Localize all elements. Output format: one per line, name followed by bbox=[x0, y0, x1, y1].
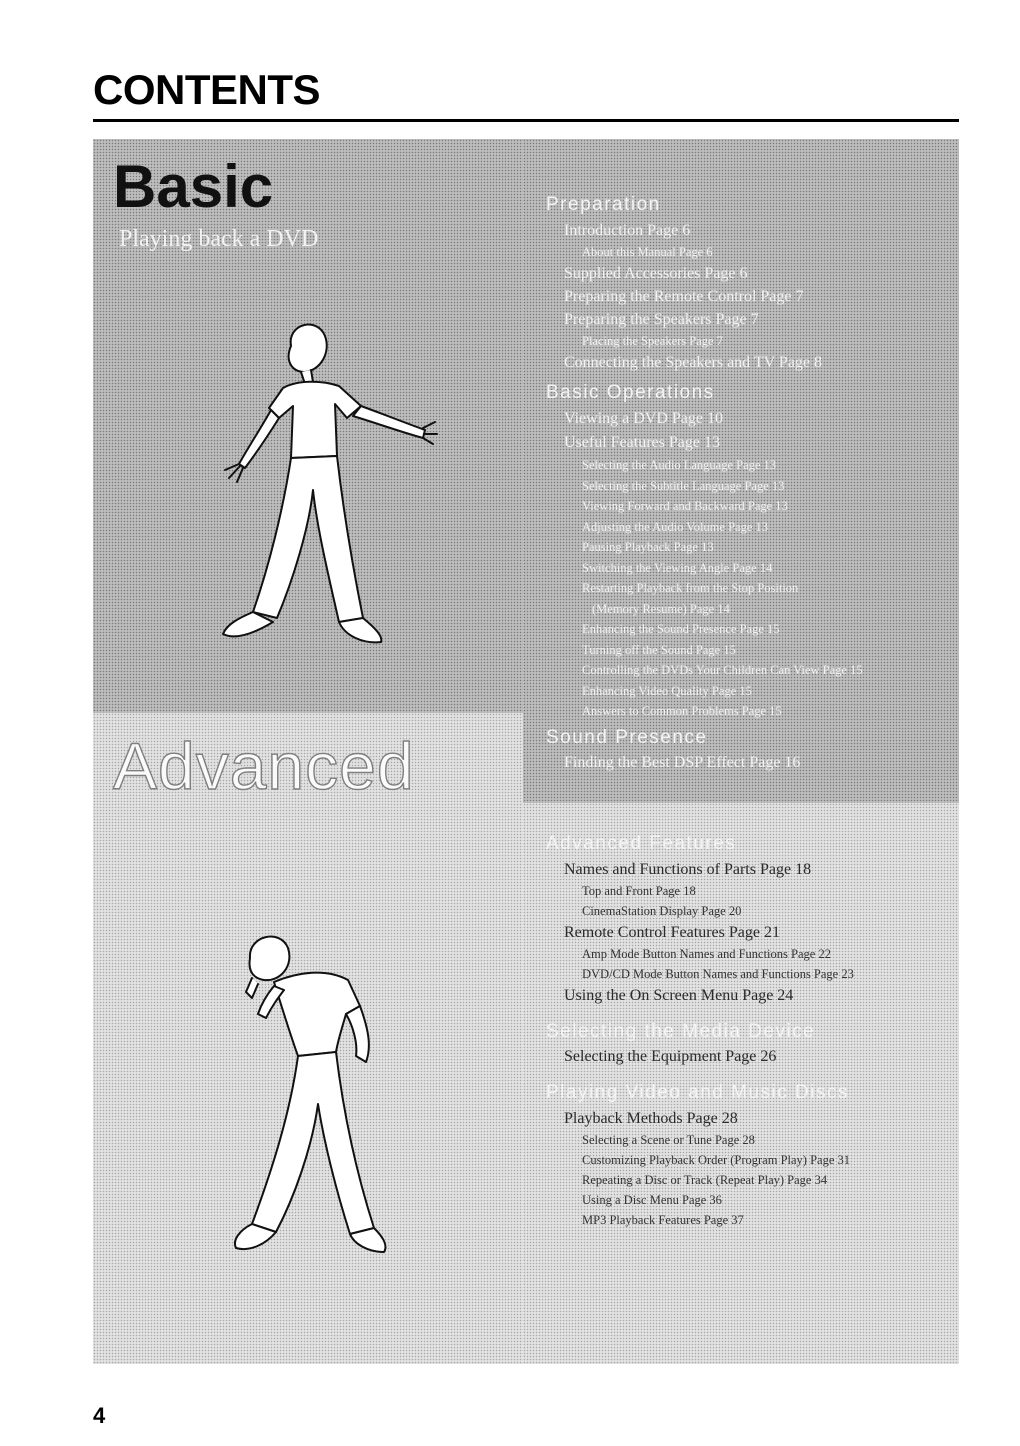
toc-entry: Viewing a DVD Page 10 bbox=[564, 410, 724, 427]
toc-entry: Controlling the DVDs Your Children Can View Page 15 bbox=[582, 663, 863, 677]
toc-entry: Introduction Page 6 bbox=[564, 222, 691, 239]
section-heading-playing-video-music-discs: Playing Video and Music Discs bbox=[546, 1082, 849, 1103]
toc-entry: Top and Front Page 18 bbox=[582, 884, 696, 898]
section-heading-selecting-media-device: Selecting the Media Device bbox=[546, 1021, 816, 1042]
toc-selecting-media-device bbox=[564, 1045, 776, 1068]
toc-entry: Preparing the Speakers Page 7 bbox=[564, 311, 759, 328]
section-heading-advanced-features: Advanced Features bbox=[546, 833, 737, 854]
advanced-heading: Advanced bbox=[113, 729, 415, 803]
toc-entry: Preparing the Remote Control Page 7 bbox=[564, 288, 804, 305]
toc-entry: Selecting the Subtitle Language Page 13 bbox=[582, 478, 785, 493]
toc-entry: Answers to Common Problems Page 15 bbox=[582, 704, 782, 718]
toc-entry: Supplied Accessories Page 6 bbox=[564, 265, 748, 282]
leaning-girl-illustration bbox=[228, 928, 398, 1258]
toc-entry: Customizing Playback Order (Program Play) Page 31 bbox=[582, 1153, 851, 1167]
toc-preparation bbox=[564, 219, 822, 374]
toc-advanced-features bbox=[564, 858, 854, 1007]
toc-entry: DVD/CD Mode Button Names and Functions Page 23 bbox=[582, 967, 854, 981]
title-rule bbox=[93, 119, 959, 122]
toc-entry: Adjusting the Audio Volume Page 13 bbox=[582, 519, 768, 534]
toc-entry: Placing the Speakers Page 7 bbox=[582, 334, 723, 348]
toc-entry: Pausing Playback Page 13 bbox=[582, 540, 714, 554]
basic-heading: Basic bbox=[113, 153, 274, 220]
toc-entry: Remote Control Features Page 21 bbox=[564, 924, 780, 941]
toc-sound-presence bbox=[564, 751, 800, 774]
basic-subtitle: Playing back a DVD bbox=[119, 226, 319, 252]
toc-basic-operations bbox=[564, 407, 863, 722]
toc-entry: Selecting the Audio Language Page 13 bbox=[582, 458, 777, 472]
toc-entry: Selecting the Equipment Page 26 bbox=[564, 1048, 777, 1065]
page-number: 4 bbox=[93, 1403, 106, 1428]
toc-playing-video-music-discs bbox=[564, 1107, 850, 1230]
toc-entry: MP3 Playback Features Page 37 bbox=[582, 1213, 744, 1227]
toc-entry: Playback Methods Page 28 bbox=[564, 1110, 738, 1127]
toc-entry: Restarting Playback from the Stop Position bbox=[582, 581, 799, 595]
toc-entry: Switching the Viewing Angle Page 14 bbox=[582, 560, 773, 575]
toc-entry: Enhancing the Sound Presence Page 15 bbox=[582, 622, 780, 636]
page-title: CONTENTS bbox=[93, 66, 320, 113]
section-heading-basic-operations: Basic Operations bbox=[546, 382, 715, 403]
toc-entry: Using the On Screen Menu Page 24 bbox=[564, 987, 794, 1004]
standing-girl-illustration bbox=[213, 318, 443, 658]
toc-entry: CinemaStation Display Page 20 bbox=[582, 904, 742, 918]
toc-entry: Amp Mode Button Names and Functions Page 22 bbox=[582, 947, 831, 961]
toc-entry: Viewing Forward and Backward Page 13 bbox=[582, 499, 788, 513]
toc-entry: About this Manual Page 6 bbox=[582, 245, 713, 259]
toc-entry: Names and Functions of Parts Page 18 bbox=[564, 861, 812, 878]
toc-entry: Finding the Best DSP Effect Page 16 bbox=[564, 754, 801, 771]
toc-entry: (Memory Resume) Page 14 bbox=[592, 601, 730, 616]
section-heading-sound-presence: Sound Presence bbox=[546, 727, 708, 748]
toc-entry: Useful Features Page 13 bbox=[564, 434, 720, 451]
toc-entry: Connecting the Speakers and TV Page 8 bbox=[564, 354, 823, 371]
toc-entry: Using a Disc Menu Page 36 bbox=[582, 1193, 722, 1207]
section-heading-preparation: Preparation bbox=[546, 194, 661, 215]
toc-entry: Enhancing Video Quality Page 15 bbox=[582, 683, 752, 698]
toc-entry: Selecting a Scene or Tune Page 28 bbox=[582, 1133, 755, 1147]
toc-entry: Repeating a Disc or Track (Repeat Play) Page 34 bbox=[582, 1173, 828, 1187]
toc-entry: Turning off the Sound Page 15 bbox=[582, 642, 736, 657]
